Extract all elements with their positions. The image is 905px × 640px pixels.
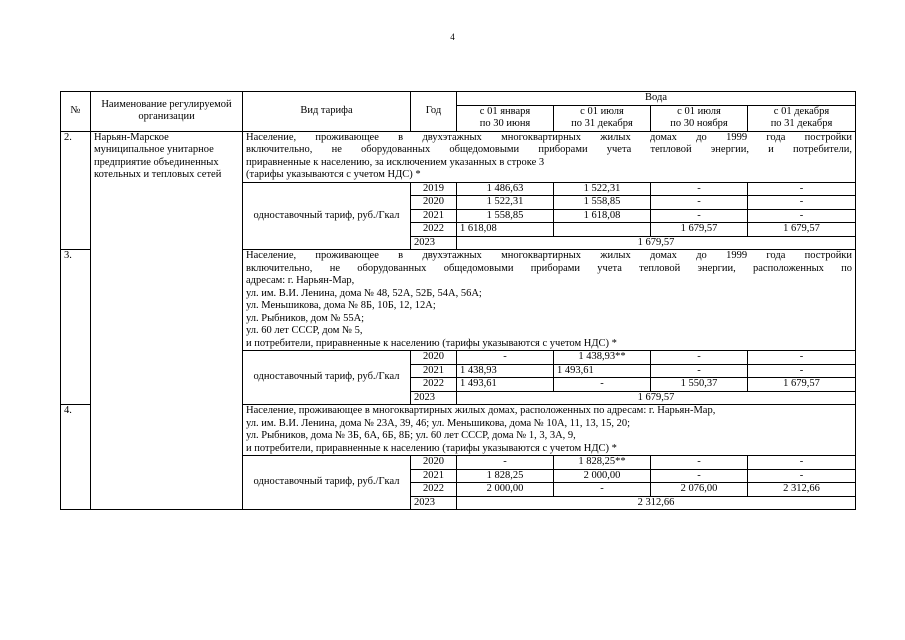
value-cell: - [554, 378, 651, 392]
value-cell: 1 438,93** [554, 351, 651, 365]
year-cell: 2020 [411, 456, 457, 470]
section-3-description [243, 250, 856, 351]
value-cell: 1 558,85 [554, 196, 651, 210]
section-3-description-line: Население, проживающее в двухэтажных многоквартирных жилых домах до 1999 года постройки [246, 250, 853, 261]
period-4-start: с 01 декабря [748, 105, 856, 118]
section-3-description-line: включительно, не оборудованных общедомовыми приборами учета тепловой энергии, расположенных по [246, 262, 853, 274]
value-cell: - [748, 209, 856, 223]
organization-continuation [91, 250, 243, 405]
value-cell: 2 000,00 [457, 483, 554, 497]
value-cell-merged: 2 312,66 [457, 496, 856, 510]
header-tariff-type: Вид тарифа [243, 92, 411, 132]
year-cell: 2023 [411, 496, 457, 510]
value-cell: 1 618,08 [457, 223, 554, 237]
value-cell: 1 493,61 [457, 378, 554, 392]
period-3-start: с 01 июля [651, 105, 748, 118]
section-3-description-line: адресам: г. Нарьян-Мар, [246, 275, 355, 286]
section-4-number: 4. [61, 405, 91, 510]
year-cell: 2022 [411, 223, 457, 237]
value-cell: - [748, 364, 856, 378]
value-cell: - [748, 196, 856, 210]
value-cell: - [651, 469, 748, 483]
value-cell: 1 828,25** [554, 456, 651, 470]
period-2-end: по 31 декабря [554, 118, 651, 131]
value-cell: - [651, 196, 748, 210]
section-2-description-line: приравненные к населению, за исключением указанных в строке 3 [246, 156, 545, 168]
value-cell: 1 828,25 [457, 469, 554, 483]
section-3-number: 3. [61, 250, 91, 405]
value-cell: 1 522,31 [457, 196, 554, 210]
year-cell: 2023 [411, 391, 457, 405]
period-1-start: с 01 января [457, 105, 554, 118]
section-4-description-line: Население, проживающее в многоквартирных жилых домах, расположенных по адресам: г. Нарьян-Мар, [246, 405, 716, 416]
value-cell: 1 679,57 [748, 223, 856, 237]
value-cell: 1 679,57 [748, 378, 856, 392]
value-cell: - [651, 209, 748, 223]
period-1-end: по 30 июня [457, 118, 554, 131]
section-3-description-line: ул. им. В.И. Ленина, дома № 48, 52А, 52Б, 54А, 56А; [246, 287, 482, 299]
section-3-description-line: и потребители, приравненные к населению (тарифы указываются с учетом НДС) * [246, 337, 617, 349]
year-cell: 2021 [411, 209, 457, 223]
page-number: 4 [450, 32, 455, 42]
value-cell: - [651, 456, 748, 470]
header-organization: Наименование регулируемой организации [91, 92, 243, 132]
section-3-tariff-label: одноставочный тариф, руб./Гкал [243, 351, 411, 405]
header-year: Год [411, 92, 457, 132]
period-3-end: по 30 ноября [651, 118, 748, 131]
header-row [61, 92, 856, 106]
year-cell: 2021 [411, 364, 457, 378]
value-cell: 2 312,66 [748, 483, 856, 497]
section-2-description-row [61, 131, 856, 182]
period-2-start: с 01 июля [554, 105, 651, 118]
value-cell: 2 000,00 [554, 469, 651, 483]
year-cell: 2022 [411, 483, 457, 497]
section-2-tariff-label: одноставочный тариф, руб./Гкал [243, 182, 411, 250]
value-cell: - [748, 456, 856, 470]
year-cell: 2021 [411, 469, 457, 483]
value-cell: - [748, 351, 856, 365]
header-water: Вода [457, 92, 856, 106]
value-cell: 1 486,63 [457, 182, 554, 196]
value-cell: 1 550,37 [651, 378, 748, 392]
section-4-description [243, 405, 856, 456]
year-cell: 2020 [411, 196, 457, 210]
value-cell: - [748, 182, 856, 196]
organization-name: Нарьян-Марское муниципальное унитарное предприятие объединенных котельных и тепловых сетей [91, 131, 243, 250]
value-cell: 1 493,61 [554, 364, 651, 378]
section-4-description-line: ул. им. В.И. Ленина, дома № 23А, 39, 46; ул. Меньшикова, дома № 10А, 11, 13, 15, 20; [246, 417, 631, 429]
year-cell: 2020 [411, 351, 457, 365]
value-cell: - [554, 483, 651, 497]
year-cell: 2019 [411, 182, 457, 196]
section-4-description-line: ул. Рыбников, дома № 3Б, 6А, 6Б, 8Б; ул. 60 лет СССР, дома № 1, 3, 3А, 9, [246, 430, 576, 441]
value-cell [554, 223, 651, 237]
value-cell-merged: 1 679,57 [457, 391, 856, 405]
value-cell: - [748, 469, 856, 483]
value-cell: 1 522,31 [554, 182, 651, 196]
section-3-description-row [61, 250, 856, 351]
year-cell: 2022 [411, 378, 457, 392]
value-cell: 2 076,00 [651, 483, 748, 497]
section-2-description-line: (тарифы указываются с учетом НДС) * [246, 169, 421, 180]
value-cell: 1 679,57 [651, 223, 748, 237]
section-2-number: 2. [61, 131, 91, 250]
section-4-description-row [61, 405, 856, 456]
period-4-end: по 31 декабря [748, 118, 856, 131]
value-cell: 1 558,85 [457, 209, 554, 223]
year-cell: 2023 [411, 236, 457, 250]
value-cell: 1 438,93 [457, 364, 554, 378]
header-number: № [61, 92, 91, 132]
value-cell: 1 618,08 [554, 209, 651, 223]
section-2-description-line: включительно, не оборудованных общедомовыми приборами учета тепловой энергии, и потребители, [246, 144, 853, 155]
section-3-description-line: ул. 60 лет СССР, дом № 5, [246, 325, 363, 336]
value-cell: - [651, 351, 748, 365]
section-3-description-line: ул. Меньшикова, дома № 8Б, 10Б, 12, 12А; [246, 300, 436, 311]
value-cell: - [457, 456, 554, 470]
section-4-tariff-label: одноставочный тариф, руб./Гкал [243, 456, 411, 510]
value-cell-merged: 1 679,57 [457, 236, 856, 250]
value-cell: - [457, 351, 554, 365]
section-2-description [243, 131, 856, 182]
section-4-description-line: и потребители, приравненные к населению (тарифы указываются с учетом НДС) * [246, 442, 617, 454]
value-cell: - [651, 364, 748, 378]
section-3-description-line: ул. Рыбников, дом № 55А; [246, 312, 365, 324]
tariff-table [60, 91, 856, 510]
organization-continuation [91, 405, 243, 510]
value-cell: - [651, 182, 748, 196]
section-2-description-line: Население, проживающее в двухэтажных многоквартирных жилых домах до 1999 года постройки [246, 131, 853, 143]
